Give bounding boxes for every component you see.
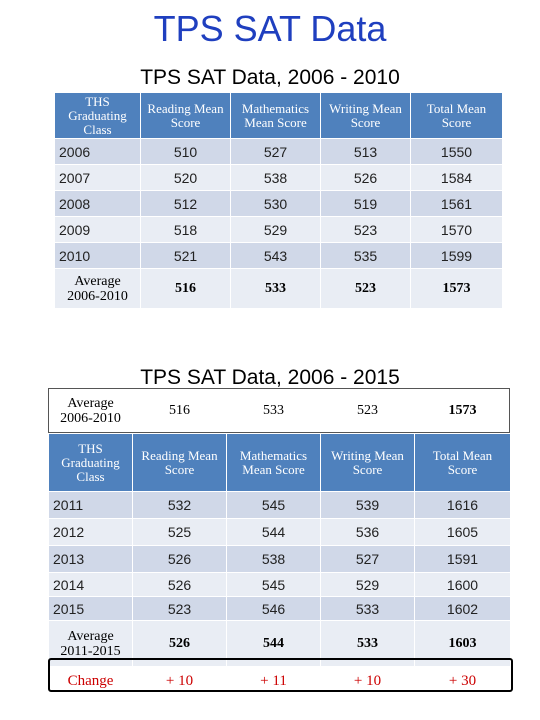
math-cell: 545 (227, 492, 321, 519)
prior-average-writing: 523 (321, 389, 415, 434)
year-cell: 2009 (55, 217, 141, 243)
average-reading: 516 (141, 269, 231, 309)
writing-cell: 519 (321, 191, 411, 217)
col-header-reading: Reading Mean Score (133, 434, 227, 492)
table-row (55, 243, 503, 269)
total-cell: 1570 (411, 217, 503, 243)
year-cell: 2013 (49, 546, 133, 573)
total-cell: 1550 (411, 139, 503, 165)
average-label: Average 2011-2015 (49, 621, 133, 667)
total-cell: 1605 (415, 519, 511, 546)
year-cell: 2015 (49, 597, 133, 621)
table-row (49, 573, 511, 597)
reading-cell: 526 (133, 546, 227, 573)
total-cell: 1602 (415, 597, 511, 621)
reading-cell: 518 (141, 217, 231, 243)
change-reading: + 10 (133, 667, 227, 697)
col-header-class: THS Graduating Class (55, 93, 141, 139)
math-cell: 527 (231, 139, 321, 165)
reading-cell: 526 (133, 573, 227, 597)
average-math: 533 (231, 269, 321, 309)
math-cell: 529 (231, 217, 321, 243)
reading-cell: 523 (133, 597, 227, 621)
prior-average-reading: 516 (133, 389, 227, 434)
reading-cell: 532 (133, 492, 227, 519)
sat-table-2006-2015 (48, 388, 511, 697)
col-header-reading: Reading Mean Score (141, 93, 231, 139)
reading-cell: 521 (141, 243, 231, 269)
col-header-class: THS Graduating Class (49, 434, 133, 492)
total-cell: 1616 (415, 492, 511, 519)
total-cell: 1600 (415, 573, 511, 597)
year-cell: 2012 (49, 519, 133, 546)
change-label: Change (49, 667, 133, 697)
table-row (49, 546, 511, 573)
table-row (55, 139, 503, 165)
reading-cell: 520 (141, 165, 231, 191)
page-title: TPS SAT Data (153, 8, 387, 49)
total-cell: 1561 (411, 191, 503, 217)
math-cell: 543 (231, 243, 321, 269)
table-row (55, 191, 503, 217)
year-cell: 2010 (55, 243, 141, 269)
total-cell: 1584 (411, 165, 503, 191)
table-row (55, 165, 503, 191)
writing-cell: 527 (321, 546, 415, 573)
writing-cell: 529 (321, 573, 415, 597)
year-cell: 2007 (55, 165, 141, 191)
average-math: 544 (227, 621, 321, 667)
reading-cell: 510 (141, 139, 231, 165)
col-header-writing: Writing Mean Score (321, 434, 415, 492)
year-cell: 2014 (49, 573, 133, 597)
math-cell: 545 (227, 573, 321, 597)
writing-cell: 533 (321, 597, 415, 621)
col-header-total: Total Mean Score (415, 434, 511, 492)
table2-title: TPS SAT Data, 2006 - 2015 (140, 366, 400, 389)
change-writing: + 10 (321, 667, 415, 697)
average-label: Average 2006-2010 (55, 269, 141, 309)
reading-cell: 512 (141, 191, 231, 217)
change-math: + 11 (227, 667, 321, 697)
average-total: 1573 (411, 269, 503, 309)
average-reading: 526 (133, 621, 227, 667)
prior-average-math: 533 (227, 389, 321, 434)
writing-cell: 536 (321, 519, 415, 546)
col-header-total: Total Mean Score (411, 93, 503, 139)
year-cell: 2006 (55, 139, 141, 165)
col-header-writing: Writing Mean Score (321, 93, 411, 139)
math-cell: 530 (231, 191, 321, 217)
math-cell: 538 (231, 165, 321, 191)
change-total: + 30 (415, 667, 511, 697)
table2-header-row (49, 434, 511, 492)
sat-table-2006-2010 (54, 92, 503, 309)
change-row-border (48, 658, 513, 692)
writing-cell: 535 (321, 243, 411, 269)
total-cell: 1599 (411, 243, 503, 269)
writing-cell: 513 (321, 139, 411, 165)
average-total: 1603 (415, 621, 511, 667)
col-header-math: Mathematics Mean Score (227, 434, 321, 492)
table-row (49, 519, 511, 546)
table-row (49, 597, 511, 621)
math-cell: 544 (227, 519, 321, 546)
table1-title: TPS SAT Data, 2006 - 2010 (140, 66, 400, 89)
writing-cell: 523 (321, 217, 411, 243)
year-cell: 2008 (55, 191, 141, 217)
average-writing: 533 (321, 621, 415, 667)
average-writing: 523 (321, 269, 411, 309)
average-row (55, 269, 503, 309)
table1-header-row (55, 93, 503, 139)
col-header-math: Mathematics Mean Score (231, 93, 321, 139)
writing-cell: 526 (321, 165, 411, 191)
table-row (49, 492, 511, 519)
reading-cell: 525 (133, 519, 227, 546)
writing-cell: 539 (321, 492, 415, 519)
prior-average-total: 1573 (415, 389, 511, 434)
prior-average-border (48, 388, 510, 433)
prior-average-label: Average 2006-2010 (49, 389, 133, 434)
math-cell: 546 (227, 597, 321, 621)
total-cell: 1591 (415, 546, 511, 573)
year-cell: 2011 (49, 492, 133, 519)
math-cell: 538 (227, 546, 321, 573)
table-row (55, 217, 503, 243)
